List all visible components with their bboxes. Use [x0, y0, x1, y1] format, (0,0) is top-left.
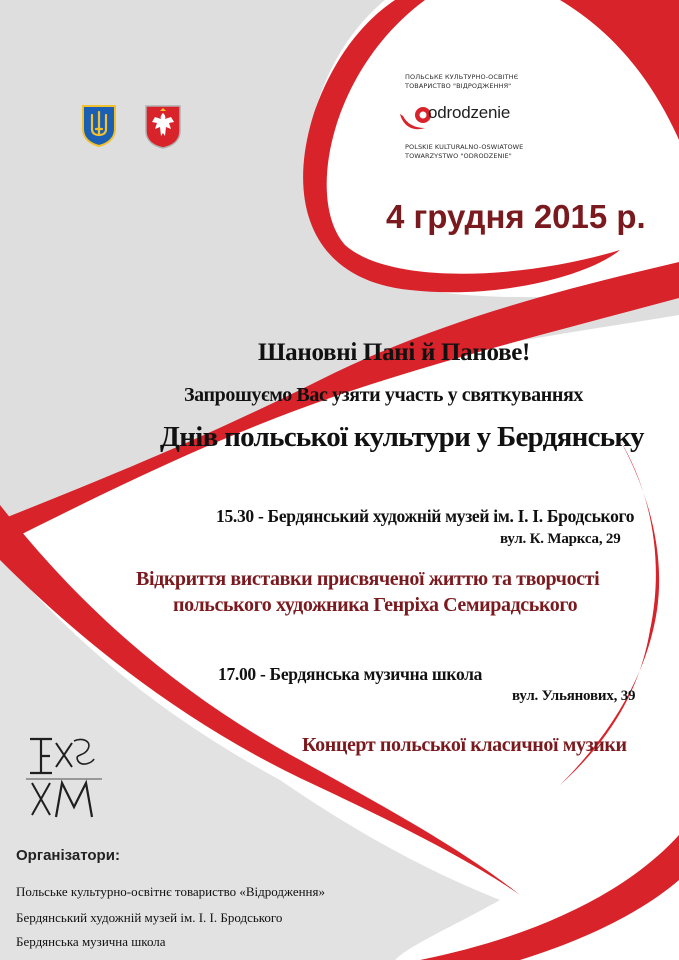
- org-ua-line1: ПОЛЬСЬКЕ КУЛЬТУРНО-ОСВІТНЄ: [405, 73, 519, 81]
- white-eagle-crest-icon: [143, 103, 183, 149]
- poland-crest: [143, 103, 183, 149]
- event-2-time-place: 17.00 - Бердянська музична школа: [218, 664, 483, 684]
- ukraine-crest: [80, 103, 118, 147]
- org-pl-line2: TOWARZYSTWO "ODRODZENIE": [405, 152, 512, 160]
- organizer-item: Бердянська музична школа: [16, 934, 166, 949]
- invite-line: Запрошуємо Вас узяти участь у святкуваннях: [184, 384, 583, 406]
- organizer-item: Бердянський художній музей ім. І. І. Бродського: [16, 910, 283, 925]
- organizers-heading: Організатори:: [16, 847, 120, 864]
- event-2-description: Концерт польської класичної музики: [302, 734, 627, 756]
- event-date: 4 грудня 2015 р.: [386, 198, 646, 235]
- event-1-description-line1: Відкриття виставки присвяченої життю та творчості: [136, 568, 600, 590]
- event-1-time-place: 15.30 - Бердянський художній музей ім. І. І. Бродського: [216, 506, 635, 526]
- event-1-address: вул. К. Маркса, 29: [500, 531, 621, 547]
- event-2-address: вул. Ульянових, 39: [512, 688, 636, 704]
- monogram-logo-icon: [22, 733, 106, 825]
- event-1-description-line2: польського художника Генріха Семирадського: [173, 594, 578, 616]
- trident-crest-icon: [80, 103, 118, 147]
- event-title: Днів польської культури у Бердянську: [160, 421, 644, 453]
- org-pl-line1: POLSKIE KULTURALNO-OSWIATOWE: [405, 143, 524, 151]
- top-right-arc: [560, 0, 679, 140]
- odrodzenie-logo-text: odrodzenie: [428, 103, 511, 122]
- greeting: Шановні Пані й Панове!: [258, 339, 531, 366]
- organizer-item: Польське культурно-освітнє товариство «Відродження»: [16, 884, 325, 899]
- org-ua-line2: ТОВАРИСТВО "ВІДРОДЖЕННЯ": [405, 82, 512, 90]
